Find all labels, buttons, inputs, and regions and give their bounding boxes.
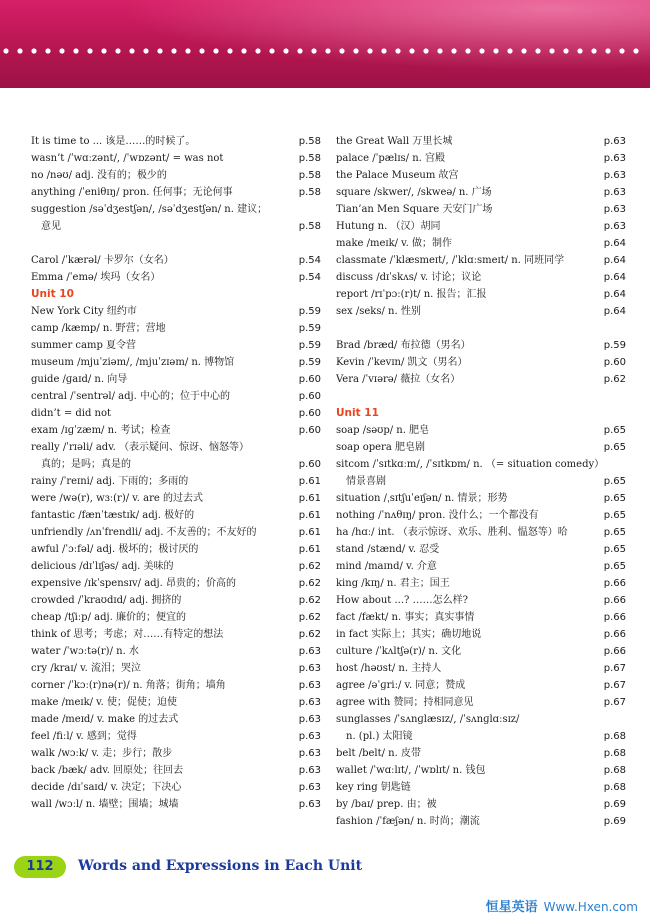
- vocab-entry-page: p.63: [298, 782, 321, 793]
- vocab-entry: [31, 218, 321, 235]
- vocab-entry-text: wall /wɔːl/ n. 墙壁；围墙；城墙: [31, 799, 179, 810]
- vocab-entry-text: agree with 赞同；持相同意见: [336, 697, 474, 708]
- vocab-entry-text: king /kɪŋ/ n. 君主；国王: [336, 578, 450, 589]
- vocab-entry-text: unfriendly /ʌnˈfrendli/ adj. 不友善的；不友好的: [31, 527, 257, 538]
- banner-dot: [283, 48, 288, 53]
- vocab-entry-text: 意见: [41, 221, 61, 232]
- vocab-entry-page: p.64: [603, 255, 626, 266]
- vocab-entry-page: p.63: [603, 136, 626, 147]
- banner-dot: [73, 48, 78, 53]
- banner-dot: [143, 48, 148, 53]
- vocab-entry-text: awful /ˈɔːfəl/ adj. 极坏的；极讨厌的: [31, 544, 199, 555]
- vocab-entry-page: p.63: [603, 170, 626, 181]
- vocab-entry-page: p.62: [603, 374, 626, 385]
- banner-dot: [171, 48, 176, 53]
- watermark-brand: 恒星英语: [485, 900, 538, 915]
- vocab-entry-text: host /həʊst/ n. 主持人: [336, 663, 442, 674]
- vocab-entry-text: walk /wɔːk/ v. 走；步行；散步: [31, 748, 173, 759]
- vocab-entry: [31, 422, 321, 439]
- vocab-entry-text: make /meɪk/ v. 使；促使；迫使: [31, 697, 177, 708]
- vocab-entry: [336, 541, 626, 558]
- banner-dot: [535, 48, 540, 53]
- vocab-entry: [336, 524, 626, 541]
- vocab-entry-text: nothing /ˈnʌθɪŋ/ pron. 没什么；一个都没有: [336, 510, 539, 521]
- vocab-entry-text: guide /ɡaɪd/ n. 向导: [31, 374, 128, 385]
- vocab-entry-page: p.54: [298, 272, 321, 283]
- vocab-entry-text: decide /dɪˈsaɪd/ v. 决定；下决心: [31, 782, 182, 793]
- vocab-entry: [31, 711, 321, 728]
- vocab-entry: [31, 388, 321, 405]
- watermark-url: Www.Hxen.com: [543, 900, 638, 914]
- vocab-entry-page: p.62: [298, 612, 321, 623]
- vocab-entry-page: p.59: [603, 340, 626, 351]
- banner-shine: [0, 0, 650, 88]
- vocab-entry-page: p.61: [298, 527, 321, 538]
- vocab-entry-text: cry /kraɪ/ v. 流泪；哭泣: [31, 663, 141, 674]
- vocab-entry-page: p.64: [603, 289, 626, 300]
- vocab-entry-page: p.64: [603, 238, 626, 249]
- vocab-entry-page: p.60: [298, 408, 321, 419]
- vocab-entry: [336, 286, 626, 303]
- vocab-entry-page: p.59: [298, 323, 321, 334]
- vocab-entry-text: Carol /ˈkærəl/ 卡罗尔（女名）: [31, 255, 174, 266]
- vocab-entry: [31, 303, 321, 320]
- banner-dot: [479, 48, 484, 53]
- vocab-entry: [31, 439, 321, 456]
- vocab-entry-page: p.67: [603, 663, 626, 674]
- vocab-entry: [31, 575, 321, 592]
- vocab-entry-page: p.59: [298, 357, 321, 368]
- banner-dot: [619, 48, 624, 53]
- vocab-entry-text: summer camp 夏令营: [31, 340, 137, 351]
- vocab-entry: [31, 762, 321, 779]
- vocab-entry-text: the Palace Museum 故宫: [336, 170, 459, 181]
- vocab-entry: [31, 626, 321, 643]
- vocab-entry-page: p.63: [603, 204, 626, 215]
- vocab-entry-text: fantastic /fænˈtæstɪk/ adj. 极好的: [31, 510, 195, 521]
- vocab-entry: [336, 303, 626, 320]
- vocab-entry-page: p.59: [298, 306, 321, 317]
- vocab-entry: [31, 490, 321, 507]
- vocab-entry-text: think of 思考；考虑；对……有特定的想法: [31, 629, 224, 640]
- vocab-entry-page: p.60: [603, 357, 626, 368]
- banner-dot: [255, 48, 260, 53]
- banner-dot: [507, 48, 512, 53]
- banner-dot: [199, 48, 204, 53]
- vocab-entry-text: camp /kæmp/ n. 野营；营地: [31, 323, 166, 334]
- vocab-entry-text: agree /əˈɡriː/ v. 同意；赞成: [336, 680, 466, 691]
- vocab-entry-text: key ring 钥匙链: [336, 782, 411, 793]
- vocab-entry-page: p.58: [298, 187, 321, 198]
- vocab-entry-text: central /ˈsentrəl/ adj. 中心的；位于中心的: [31, 391, 230, 402]
- unit-heading: Unit 11: [336, 407, 379, 419]
- footer-title: Words and Expressions in Each Unit: [78, 858, 363, 874]
- vocab-entry: [336, 728, 626, 745]
- vocab-entry: [336, 150, 626, 167]
- vocab-entry-text: It is time to ... 该是……的时候了。: [31, 136, 196, 147]
- vocab-entry-page: p.62: [298, 561, 321, 572]
- vocab-entry-page: p.62: [298, 595, 321, 606]
- vocab-entry-page: p.66: [603, 646, 626, 657]
- vocab-entry: [336, 439, 626, 456]
- vocab-entry-text: cheap /tʃiːp/ adj. 廉价的；便宜的: [31, 612, 186, 623]
- vocab-entry-text: fact /fækt/ n. 事实；真实事情: [336, 612, 475, 623]
- vocab-entry: [336, 677, 626, 694]
- vocab-entry: [31, 371, 321, 388]
- vocab-entry-text: really /ˈrɪəli/ adv. （表示疑问、惊讶、恼怒等）: [31, 442, 250, 453]
- vocab-entry-text: Emma /ˈemə/ 埃玛（女名）: [31, 272, 161, 283]
- vocab-entry-page: p.67: [603, 697, 626, 708]
- vocab-entry-text: anything /ˈeniθɪŋ/ pron. 任何事；无论何事: [31, 187, 233, 198]
- vocab-entry: [31, 728, 321, 745]
- vocab-entry-text: sunglasses /ˈsʌnɡlæsɪz/, /ˈsʌnɡlɑːsɪz/: [336, 714, 520, 725]
- vocab-entry: [336, 201, 626, 218]
- vocab-entry-page: p.58: [298, 170, 321, 181]
- vocab-entry-page: p.63: [298, 714, 321, 725]
- vocab-entry-page: p.68: [603, 748, 626, 759]
- vocab-entry: [31, 337, 321, 354]
- vocab-entry: [336, 422, 626, 439]
- vocab-entry-page: p.61: [298, 476, 321, 487]
- vocab-entry-text: fashion /ˈfæʃən/ n. 时尚；潮流: [336, 816, 480, 827]
- vocab-entry-page: p.69: [603, 816, 626, 827]
- vocab-entry-page: p.68: [603, 765, 626, 776]
- vocab-entry-text: ha /hɑː/ int. （表示惊讶、欢乐、胜利、愠怒等）哈: [336, 527, 568, 538]
- vocab-entry: [336, 575, 626, 592]
- vocab-entry-text: soap /səʊp/ n. 肥皂: [336, 425, 430, 436]
- banner-dot: [311, 48, 316, 53]
- vocab-entry-text: wasn’t /ˈwɑːzənt/, /ˈwɒzənt/ = was not: [31, 153, 224, 164]
- vocab-entry-text: Vera /ˈvɪərə/ 薇拉（女名）: [336, 374, 461, 385]
- vocab-entry-page: p.63: [298, 748, 321, 759]
- vocab-entry-page: p.64: [603, 306, 626, 317]
- vocab-entry-text: discuss /dɪˈskʌs/ v. 讨论；议论: [336, 272, 482, 283]
- vocab-entry-text: wallet /ˈwɑːlɪt/, /ˈwɒlɪt/ n. 钱包: [336, 765, 486, 776]
- banner-dot: [129, 48, 134, 53]
- vocab-entry-page: p.68: [603, 782, 626, 793]
- vocab-entry-page: p.58: [298, 221, 321, 232]
- vocab-entry-text: belt /belt/ n. 皮带: [336, 748, 421, 759]
- vocab-entry-text: water /ˈwɔːtə(r)/ n. 水: [31, 646, 139, 657]
- vocab-entry: [31, 779, 321, 796]
- vocab-entry-page: p.65: [603, 425, 626, 436]
- vocab-entry-page: p.66: [603, 595, 626, 606]
- banner-dot: [409, 48, 414, 53]
- vocab-entry: [31, 558, 321, 575]
- banner-dot: [395, 48, 400, 53]
- vocab-entry-text: expensive /ɪkˈspensɪv/ adj. 昂贵的；价高的: [31, 578, 237, 589]
- watermark: [486, 896, 638, 915]
- vocab-entry-page: p.67: [603, 680, 626, 691]
- vocab-entry: [336, 252, 626, 269]
- vocab-entry: [31, 524, 321, 541]
- banner-dot: [157, 48, 162, 53]
- vocab-entry-page: p.65: [603, 527, 626, 538]
- banner-dot: [633, 48, 638, 53]
- vocab-entry-page: p.63: [298, 646, 321, 657]
- banner-dot: [227, 48, 232, 53]
- vocab-entry: [31, 541, 321, 558]
- vocab-entry-page: p.65: [603, 561, 626, 572]
- vocab-entry: [336, 218, 626, 235]
- vocab-entry: [336, 269, 626, 286]
- vocab-entry-page: p.59: [298, 340, 321, 351]
- banner-dot: [465, 48, 470, 53]
- vocab-entry: [336, 490, 626, 507]
- banner-dot: [577, 48, 582, 53]
- vocab-entry-text: delicious /dɪˈlɪʃəs/ adj. 美味的: [31, 561, 174, 572]
- vocab-entry: [336, 235, 626, 252]
- vocab-entry-page: p.63: [603, 221, 626, 232]
- vocab-entry: [31, 150, 321, 167]
- vocab-entry-text: How about ...? ……怎么样?: [336, 595, 468, 606]
- vocab-entry: [336, 711, 626, 728]
- vocab-entry-text: culture /ˈkʌltʃə(r)/ n. 文化: [336, 646, 462, 657]
- vocab-entry-page: p.65: [603, 493, 626, 504]
- vocab-entry: [31, 745, 321, 762]
- vocab-entry-page: p.63: [298, 663, 321, 674]
- vocab-entry-text: Hutung n. （汉）胡同: [336, 221, 441, 232]
- banner-dot: [325, 48, 330, 53]
- vocab-entry: [336, 167, 626, 184]
- vocab-entry-text: no /nəʊ/ adj. 没有的；极少的: [31, 170, 167, 181]
- vocab-entry: [31, 184, 321, 201]
- vocab-entry-text: didn’t = did not: [31, 408, 112, 419]
- vocab-entry: [31, 660, 321, 677]
- banner-dot: [563, 48, 568, 53]
- vocab-entry: [31, 473, 321, 490]
- vocab-entry-text: situation /ˌsɪtʃuˈeɪʃən/ n. 情景；形势: [336, 493, 508, 504]
- vocab-entry: [336, 643, 626, 660]
- vocab-entry: [336, 745, 626, 762]
- vocab-entry-page: p.63: [298, 799, 321, 810]
- vocab-entry-page: p.61: [298, 510, 321, 521]
- vocab-entry-text: exam /ɪɡˈzæm/ n. 考试；检查: [31, 425, 171, 436]
- banner-dot: [423, 48, 428, 53]
- vocab-entry-page: p.68: [603, 731, 626, 742]
- vocab-entry: [31, 507, 321, 524]
- banner-dot: [59, 48, 64, 53]
- vocab-entry: [336, 507, 626, 524]
- vocab-entry-page: p.63: [603, 187, 626, 198]
- vocab-entry: [336, 371, 626, 388]
- vocab-entry: [31, 320, 321, 337]
- vocab-entry-text: palace /ˈpælɪs/ n. 宫殿: [336, 153, 446, 164]
- banner-dot: [213, 48, 218, 53]
- vocab-entry-text: made /meɪd/ v. make 的过去式: [31, 714, 179, 725]
- vocab-entry: [31, 201, 321, 218]
- vocab-entry: [336, 456, 626, 473]
- vocab-entry-page: p.62: [298, 578, 321, 589]
- vocab-entry-page: p.63: [298, 765, 321, 776]
- vocab-entry-text: feel /fiːl/ v. 感到；觉得: [31, 731, 137, 742]
- vocab-entry-page: p.62: [298, 629, 321, 640]
- banner-dot: [241, 48, 246, 53]
- vocab-entry-page: p.63: [298, 731, 321, 742]
- banner-dot: [605, 48, 610, 53]
- vocab-entry: [31, 592, 321, 609]
- vocab-entry: [336, 762, 626, 779]
- vocab-entry-text: rainy /ˈreɪni/ adj. 下雨的；多雨的: [31, 476, 189, 487]
- vocab-entry: [336, 796, 626, 813]
- vocab-entry-text: in fact 实际上；其实；确切地说: [336, 629, 482, 640]
- vocab-entry-page: p.66: [603, 629, 626, 640]
- vocab-entry: [336, 779, 626, 796]
- vocab-entry: [31, 796, 321, 813]
- vocab-entry-page: p.58: [298, 153, 321, 164]
- vocab-entry-text: sitcom /ˈsɪtkɑːm/, /ˈsɪtkɒm/ n. （= situation comedy）: [336, 459, 605, 470]
- right-word-column: [336, 133, 626, 830]
- header-banner: [0, 0, 650, 88]
- vocab-entry: [31, 609, 321, 626]
- banner-dot: [381, 48, 386, 53]
- vocab-entry: [336, 337, 626, 354]
- vocab-entry: [336, 558, 626, 575]
- vocab-entry: [31, 405, 321, 422]
- dot-strip-graphic: [0, 46, 650, 56]
- vocab-entry-page: p.64: [603, 272, 626, 283]
- vocab-entry-page: p.66: [603, 578, 626, 589]
- vocab-entry-page: p.61: [298, 493, 321, 504]
- banner-dot: [353, 48, 358, 53]
- vocab-entry: [336, 592, 626, 609]
- vocab-entry: [31, 252, 321, 269]
- vocab-entry-text: museum /mjuˈziəm/, /mjuˈzɪəm/ n. 博物馆: [31, 357, 235, 368]
- vocab-entry-text: suggestion /səˈdʒestʃən/, /səˈdʒestʃən/ n. 建议；: [31, 204, 268, 215]
- vocab-entry-page: p.65: [603, 544, 626, 555]
- banner-dot: [367, 48, 372, 53]
- banner-dot: [493, 48, 498, 53]
- vocab-entry-page: p.66: [603, 612, 626, 623]
- banner-dot: [451, 48, 456, 53]
- vocab-entry: [31, 694, 321, 711]
- vocab-entry-text: soap opera 肥皂剧: [336, 442, 425, 453]
- vocab-entry: [31, 456, 321, 473]
- vocab-entry-text: stand /stænd/ v. 忍受: [336, 544, 440, 555]
- banner-dot: [87, 48, 92, 53]
- vocab-entry-page: p.58: [298, 136, 321, 147]
- vocab-entry: [31, 133, 321, 150]
- vocab-entry-text: Tian’an Men Square 天安门广场: [336, 204, 493, 215]
- banner-dot: [591, 48, 596, 53]
- vocab-entry-text: by /baɪ/ prep. 由；被: [336, 799, 437, 810]
- vocab-entry: [31, 167, 321, 184]
- vocab-entry-text: classmate /ˈklæsmeɪt/, /ˈklɑːsmeɪt/ n. 同班同学: [336, 255, 565, 266]
- vocab-entry: [336, 133, 626, 150]
- vocab-entry-text: back /bæk/ adv. 回原处；往回去: [31, 765, 184, 776]
- vocab-entry-page: p.65: [603, 476, 626, 487]
- banner-dot: [549, 48, 554, 53]
- vocab-entry-text: 真的；是吗；真是的: [41, 459, 131, 470]
- vocab-entry: [31, 354, 321, 371]
- vocab-entry: [336, 694, 626, 711]
- vocab-entry-text: crowded /ˈkraʊdɪd/ adj. 拥挤的: [31, 595, 182, 606]
- vocab-entry-page: p.61: [298, 544, 321, 555]
- vocab-entry-page: p.60: [298, 391, 321, 402]
- left-word-column: [31, 133, 321, 813]
- vocab-entry-page: p.65: [603, 510, 626, 521]
- vocab-entry-page: p.54: [298, 255, 321, 266]
- banner-dot: [101, 48, 106, 53]
- vocab-entry: [336, 354, 626, 371]
- vocab-entry: [336, 626, 626, 643]
- vocab-entry: [31, 677, 321, 694]
- vocab-entry-text: report /rɪˈpɔː(r)t/ n. 报告；汇报: [336, 289, 487, 300]
- vocab-entry: [336, 184, 626, 201]
- vocab-entry-page: p.60: [298, 459, 321, 470]
- vocab-entry-text: were /wə(r), wɜː(r)/ v. are 的过去式: [31, 493, 203, 504]
- page-number-badge: 112: [14, 856, 66, 878]
- unit-heading: Unit 10: [31, 288, 74, 300]
- vocab-entry-page: p.69: [603, 799, 626, 810]
- banner-dot: [297, 48, 302, 53]
- vocab-entry-text: n. (pl.) 太阳镜: [346, 731, 413, 742]
- vocab-entry-text: Brad /bræd/ 布拉德（男名）: [336, 340, 471, 351]
- vocab-entry: [31, 269, 321, 286]
- vocab-entry: [336, 609, 626, 626]
- vocab-entry-page: p.63: [298, 680, 321, 691]
- vocab-entry: [336, 813, 626, 830]
- vocab-entry-page: p.63: [298, 697, 321, 708]
- vocab-entry-page: p.60: [298, 374, 321, 385]
- banner-dot-strip: [0, 46, 650, 56]
- vocab-entry-text: Kevin /ˈkevɪn/ 凯文（男名）: [336, 357, 468, 368]
- vocab-entry: [31, 643, 321, 660]
- banner-dot: [45, 48, 50, 53]
- banner-dot: [185, 48, 190, 53]
- vocab-entry-text: square /skwer/, /skweə/ n. 广场: [336, 187, 492, 198]
- vocab-entry-text: New York City 纽约市: [31, 306, 137, 317]
- vocab-entry-text: the Great Wall 万里长城: [336, 136, 453, 147]
- banner-dot: [269, 48, 274, 53]
- vocab-entry-text: sex /seks/ n. 性别: [336, 306, 421, 317]
- vocab-entry: [336, 660, 626, 677]
- banner-dot: [115, 48, 120, 53]
- vocab-entry-page: p.60: [298, 425, 321, 436]
- banner-dot: [521, 48, 526, 53]
- banner-dot: [339, 48, 344, 53]
- vocab-entry-page: p.63: [603, 153, 626, 164]
- vocab-entry-text: corner /ˈkɔː(r)nə(r)/ n. 角落；街角；墙角: [31, 680, 226, 691]
- banner-dot: [31, 48, 36, 53]
- banner-dot: [437, 48, 442, 53]
- vocab-entry-text: make /meɪk/ v. 做；制作: [336, 238, 452, 249]
- vocab-entry-page: p.65: [603, 442, 626, 453]
- vocab-entry-text: 情景喜剧: [346, 476, 386, 487]
- banner-dot: [17, 48, 22, 53]
- banner-dot: [3, 48, 8, 53]
- vocab-entry-text: mind /maɪnd/ v. 介意: [336, 561, 437, 572]
- vocab-entry: [336, 473, 626, 490]
